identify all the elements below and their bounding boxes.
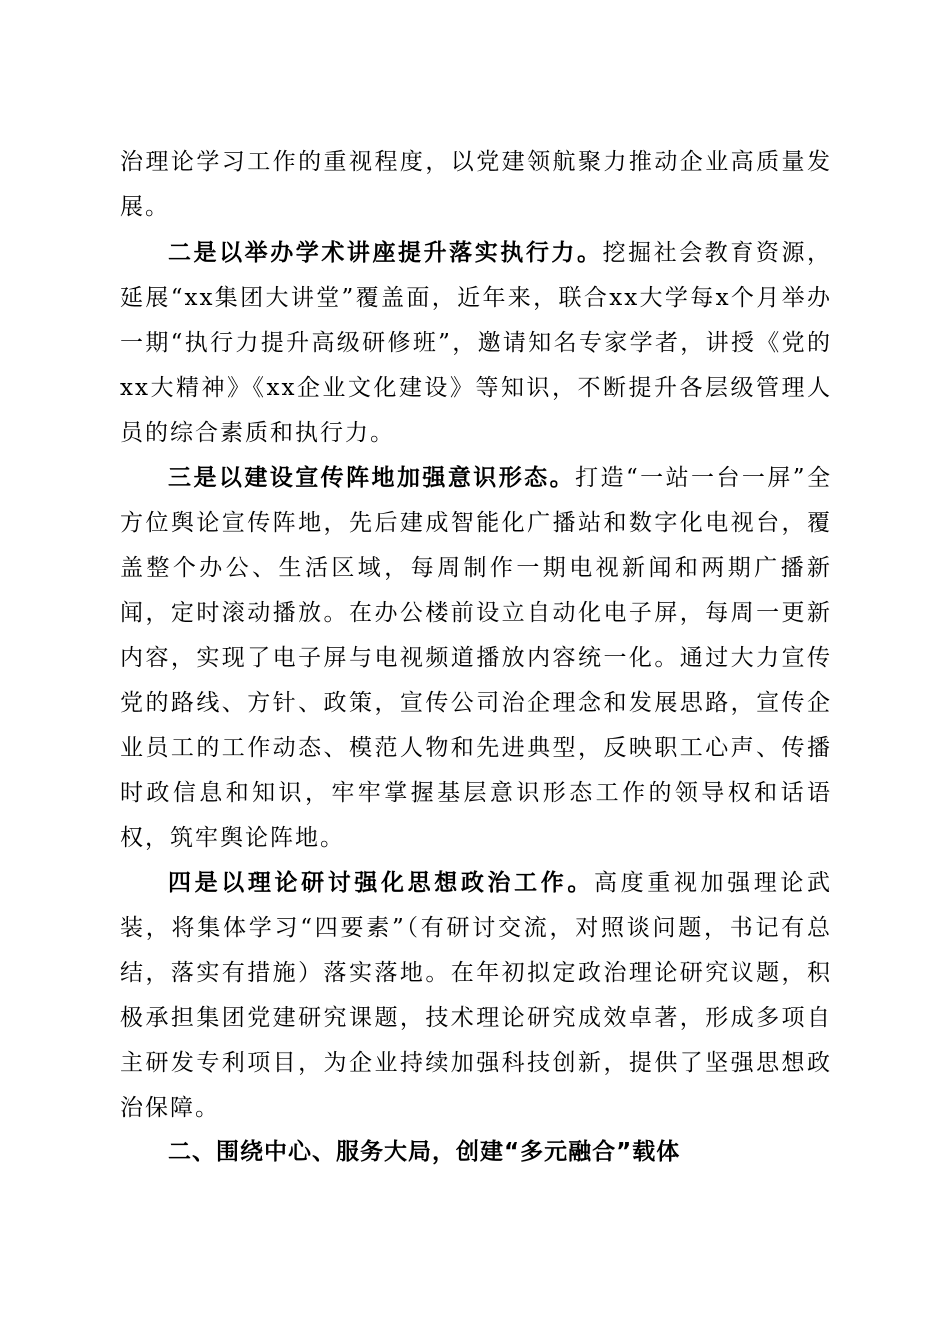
paragraph-lecture xyxy=(120,230,832,456)
paragraph-text: 挖掘社会教育资源，延展“xx集团大讲堂”覆盖面，近年来，联合xx大学每x个月举办一期“执行力提升高级研修班”，邀请知名专家学者，讲授《党的xx大精神》《xx企业文化建设》等知识，不断提升各层级管理人员的综合素质和执行力。 xyxy=(120,240,833,446)
section-heading: 二、围绕中心、服务大局，创建“多元融合”载体 xyxy=(168,1139,681,1165)
paragraph-text: 打造“一站一台一屏”全方位舆论宣传阵地，先后建成智能化广播站和数字化电视台，覆盖整个办公、生活区域，每周制作一期电视新闻和两期广播新闻，定时滚动播放。在办公楼前设立自动化电子屏，每周一更新内容，实现了电子屏与电视频道播放内容统一化。通过大力宣传党的路线、方针、政策，宣传公司治企理念和发展思路，宣传企业员工的工作动态、模范人物和先进典型，反映职工心声、传播时政信息和知识，牢牢掌握基层意识形态工作的领导权和话语权，筑牢舆论阵地。 xyxy=(120,465,832,851)
paragraph-text: 高度重视加强理论武装，将集体学习“四要素”（有研讨交流，对照谈问题，书记有总结，落实有措施）落实落地。在年初拟定政治理论研究议题，积极承担集团党建研究课题，技术理论研究成效卓著，形成多项自主研发专利项目，为企业持续加强科技创新，提供了坚强思想政治保障。 xyxy=(120,870,832,1121)
paragraph-publicity xyxy=(120,455,832,861)
paragraph-text: 治理论学习工作的重视程度，以党建领航聚力推动企业高质量发展。 xyxy=(120,149,832,220)
paragraph-lead: 四是以理论研讨强化思想政治工作。 xyxy=(168,869,594,896)
paragraph-lead: 二是以举办学术讲座提升落实执行力。 xyxy=(168,239,603,266)
paragraph-continuation xyxy=(120,140,832,230)
paragraph-lead: 三是以建设宣传阵地加强意识形态。 xyxy=(168,464,576,491)
paragraph-theory xyxy=(120,860,832,1131)
